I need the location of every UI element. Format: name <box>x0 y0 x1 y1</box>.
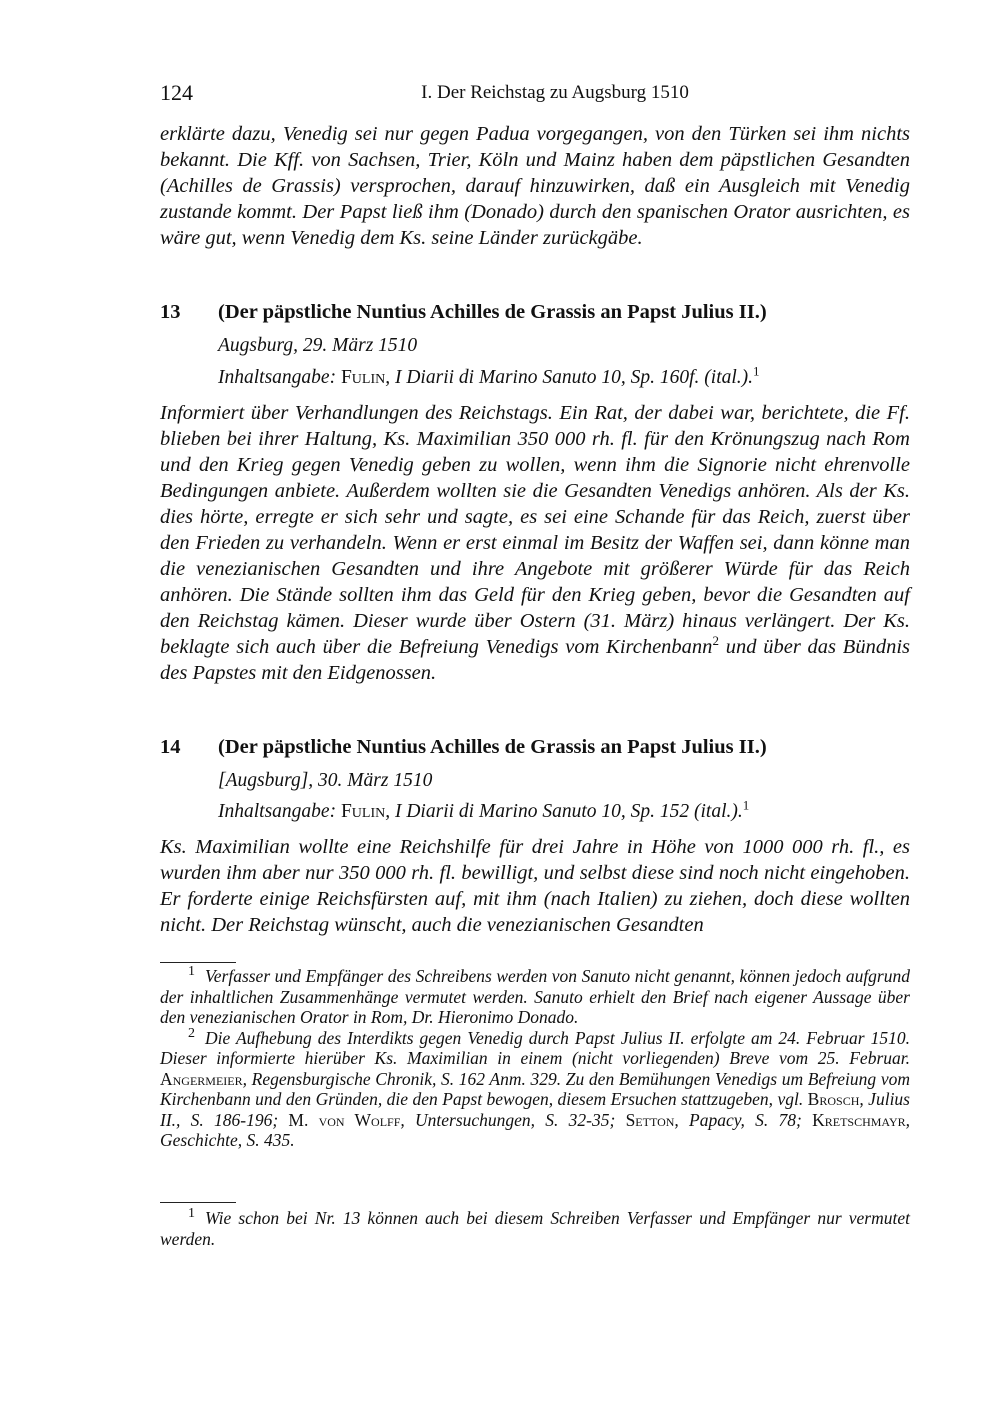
entry-13-body <box>160 400 910 686</box>
cited-author: Brosch <box>807 1089 860 1109</box>
source-citation: , I Diarii di Marino Sanuto 10, Sp. 160f. (ital.). <box>385 367 754 388</box>
cited-author: M. von Wolff <box>288 1109 401 1130</box>
entry-13-source <box>218 363 760 389</box>
body-text-part: Informiert über Verhandlungen des Reichstags. Ein Rat, der dabei war, berichtete, die Ff. blieben bei ihrer Haltung, Ks. Maximilian 350 000 rh. fl. für den Krönungszug nach Rom und den Krieg gegen Venedig geben zu wollen, wenn ihm die Signorie nicht ehrenvolle Bedingungen anbiete. Außerdem wollten sie die Gesandten Venedigs anhören. Als der Ks. dies hörte, erregte er sich sehr und sagte, es sei eine Schande für das Reich, zuerst über den Frieden zu verhandeln. Wenn er erst einmal im Besitz der Waffen sei, dann könne man die venezianischen Gesandten und ihre Angebote mit größerer Würde für das Reich anhören. Die Stände sollten ihm das Geld für den Krieg geben, bevor die Gesandten auf den Reichstag kämen. Dieser wurde über Ostern (31. März) hinaus verlängert. Der Ks. beklagte sich auch über die Befreiung Venedigs vom Kirchenbann <box>160 402 910 658</box>
cited-author: Setton <box>625 1109 675 1130</box>
footnote-text: , Geschichte, S. 435. <box>160 1109 911 1150</box>
footnote-divider <box>160 962 236 963</box>
footnote-text: , Papacy, S. 78; <box>674 1109 813 1130</box>
footnote-text: Wie schon bei Nr. 13 können auch bei diesem Schreiben Verfasser und Empfänger nur vermutet werden. <box>160 1208 910 1249</box>
intro-text: erklärte dazu, Venedig sei nur gegen Padua vorgegangen, von den Türken sei ihm nichts bekannt. Die Kff. von Sachsen, Trier, Köln und Mainz haben dem päpstlichen Gesandten (Achilles de Grassis) versprochen, darauf hinzuwirken, daß ein Ausgleich mit Venedig zustande kommt. Der Papst ließ ihm (Donado) durch den spanischen Orator ausrichten, es wäre gut, wenn Venedig dem Ks. seine Länder zurückgäbe. <box>160 123 910 249</box>
source-citation: , I Diarii di Marino Sanuto 10, Sp. 152 (ital.). <box>385 801 743 822</box>
entry-14-text: Ks. Maximilian wollte eine Reichshilfe für drei Jahre in Höhe von 1000 000 rh. fl., es wurden ihm aber nur 350 000 rh. fl. bewilligt, und selbst diese sind noch nicht eingehoben. Er forderte einige Reichsfürsten auf, mit ihm (nach Italien) zu ziehen, doch diese wollten nicht. Der Reichstag wünscht, auch die venezianischen Gesandten <box>160 836 910 936</box>
footnote-mark: 1 <box>188 964 195 980</box>
footnote-text: Die Aufhebung des Interdikts gegen Venedig durch Papst Julius II. erfolgte am 24. Februar 1510. Dieser informierte hierüber Ks. Maximilian in einem (nicht vorliegenden) Breve vom 25. Februar. <box>160 1027 910 1068</box>
entry-13-text <box>160 400 910 686</box>
body-text-part: und über das Bündnis des Papstes mit den Eidgenossen. <box>160 636 910 684</box>
entry-14-source <box>218 797 750 823</box>
footnotes-entry-13 <box>160 966 910 1151</box>
entry-13-date-place: Augsburg, 29. März 1510 <box>218 335 418 356</box>
entry-number: 13 <box>160 301 181 323</box>
footnote-divider <box>160 1202 236 1203</box>
footnotes-entry-14 <box>160 1208 910 1249</box>
footnote-1 <box>160 1208 910 1249</box>
entry-number: 14 <box>160 736 181 758</box>
footnote-text: Verfasser und Empfänger des Schreibens werden von Sanuto nicht genannt, können jedoch aufgrund der inhaltlichen Zusammenhänge vermutet werden. Sanuto erhielt den Brief nach eigener Aussage über den venezianischen Orator in Rom, Dr. Hieronimo Donado. <box>160 966 910 1027</box>
source-label: Inhaltsangabe: <box>218 367 341 388</box>
footnote-mark: 2 <box>188 1025 195 1041</box>
entry-title: (Der päpstliche Nuntius Achilles de Grassis an Papst Julius II.) <box>218 736 767 758</box>
entry-14-date-place: [Augsburg], 30. März 1510 <box>218 770 433 791</box>
intro-paragraph <box>160 121 910 251</box>
page-header <box>160 80 910 110</box>
cited-author: Kretschmayr <box>812 1109 906 1130</box>
page-number: 124 <box>160 80 193 105</box>
footnote-ref: 2 <box>712 633 719 649</box>
cited-author: Angermeier <box>160 1068 243 1089</box>
footnote-mark: 1 <box>188 1206 195 1222</box>
footnote-text: , Julius II., S. 186-196; <box>160 1089 910 1130</box>
footnote-text: , Untersuchungen, S. 32-35; <box>400 1109 626 1130</box>
running-title: I. Der Reichstag zu Augsburg 1510 <box>421 82 689 103</box>
source-author: Fulin <box>340 367 386 388</box>
footnote-1 <box>160 966 910 1028</box>
source-author: Fulin <box>340 801 386 822</box>
footnote-text: , Regensburgische Chronik, S. 162 Anm. 329. Zu den Bemühungen Venedigs um Befreiung vom Kirchenbann und den Gründen, die den Papst bewogen, diesem Ersuchen stattzugeben, vgl. <box>160 1068 910 1109</box>
entry-14-body <box>160 834 910 938</box>
footnote-ref: 1 <box>753 363 760 379</box>
footnote-2 <box>160 1025 911 1151</box>
footnote-ref: 1 <box>742 797 750 813</box>
source-label: Inhaltsangabe: <box>218 801 341 822</box>
entry-title: (Der päpstliche Nuntius Achilles de Grassis an Papst Julius II.) <box>218 301 767 323</box>
